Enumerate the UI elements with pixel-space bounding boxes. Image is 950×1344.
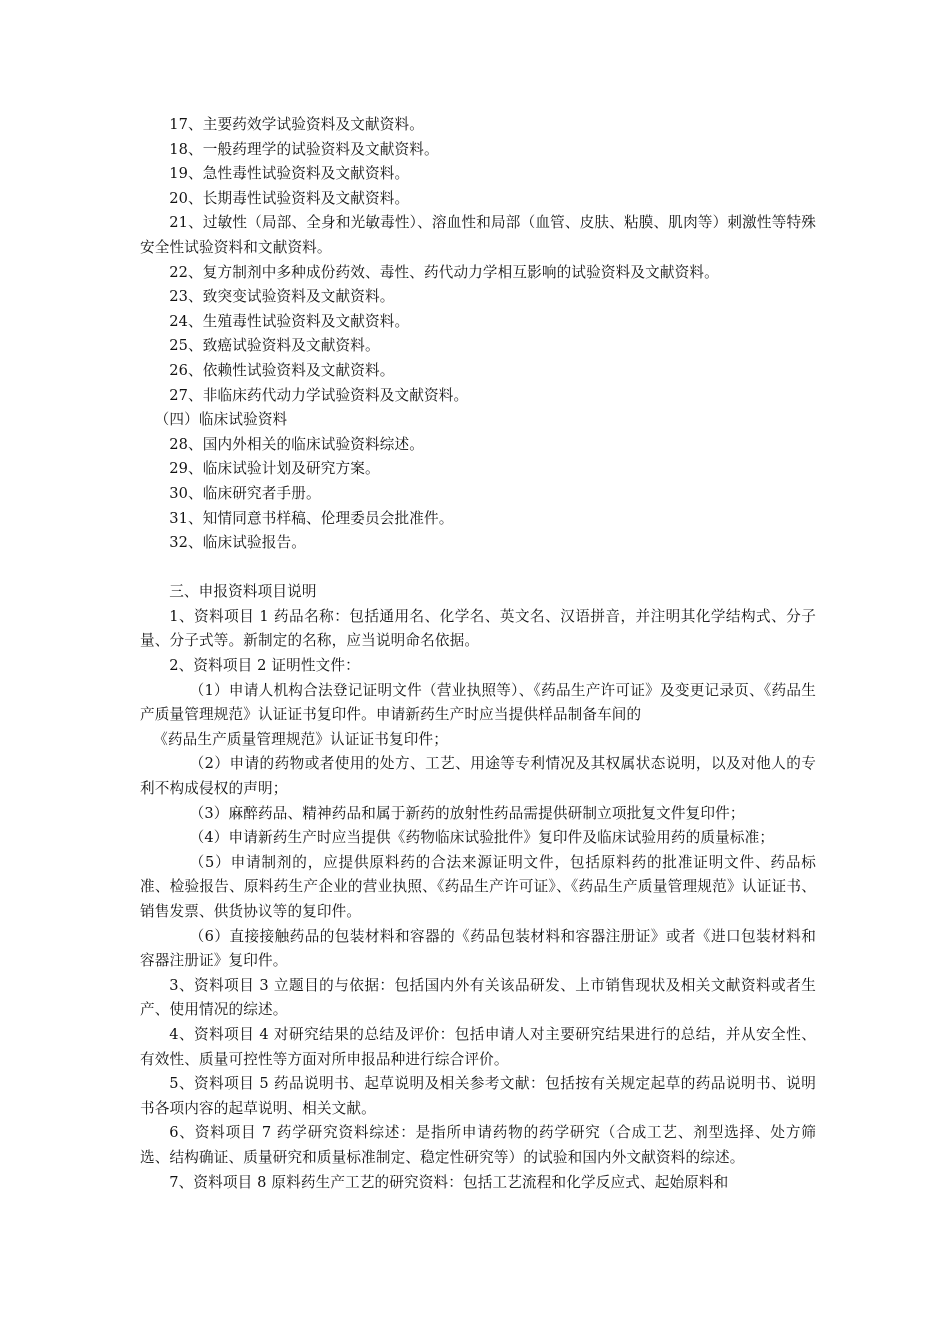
document-page (140, 113, 816, 1195)
section-heading-clinical: （四）临床试验资料 (154, 411, 288, 429)
paragraph-desc-2-3: （3）麻醉药品、精神药品和属于新药的放射性药品需提供研制立项批复文件复印件； (189, 804, 745, 822)
paragraph-desc-2: 2、资料项目 2 证明性文件： (169, 657, 360, 675)
list-item: 24、生殖毒性试验资料及文献资料。 (169, 312, 410, 330)
blank-line (140, 556, 816, 581)
list-item: 17、主要药效学试验资料及文献资料。 (169, 116, 424, 133)
paragraph-desc-5: 5、资料项目 5 药品说明书、起草说明及相关参考文献：包括按有关规定起草的药品说明书、说明书各项内容的起草说明、相关文献。 (140, 1075, 816, 1117)
list-item: 18、一般药理学的试验资料及文献资料。 (169, 140, 439, 158)
paragraph-desc-6: 6、资料项目 7 药学研究资料综述：是指所申请药物的药学研究（合成工艺、剂型选择、处方筛选、结构确证、质量研究和质量标准制定、稳定性研究等）的试验和国内外文献资料的综述。 (140, 1124, 816, 1166)
paragraph-desc-4: 4、资料项目 4 对研究结果的总结及评价：包括申请人对主要研究结果进行的总结，并从安全性、有效性、质量可控性等方面对所申报品种进行综合评价。 (140, 1025, 816, 1068)
list-item: 23、致突变试验资料及文献资料。 (169, 288, 395, 306)
list-item: 29、临床试验计划及研究方案。 (169, 460, 380, 478)
list-item: 27、非临床药代动力学试验资料及文献资料。 (169, 386, 469, 404)
paragraph-desc-7: 7、资料项目 8 原料药生产工艺的研究资料：包括工艺流程和化学反应式、起始原料和 (169, 1173, 729, 1191)
list-item: 19、急性毒性试验资料及文献资料。 (169, 165, 410, 183)
paragraph-desc-2-6: （6）直接接触药品的包装材料和容器的《药品包装材料和容器注册证》或者《进口包装材料和容器注册证》复印件。 (140, 927, 816, 970)
paragraph-desc-2-2: （2）申请的药物或者使用的处方、工艺、用途等专利情况及其权属状态说明，以及对他人的专利不构成侵权的声明； (140, 755, 816, 798)
list-item: 30、临床研究者手册。 (169, 484, 321, 502)
list-item: 32、临床试验报告。 (169, 534, 307, 552)
section-heading-three: 三、申报资料项目说明 (169, 583, 317, 601)
paragraph-desc-1: 1、资料项目 1 药品名称：包括通用名、化学名、英文名、汉语拼音，并注明其化学结构式、分子量、分子式等。新制定的名称，应当说明命名依据。 (140, 607, 816, 650)
list-item: 31、知情同意书样稿、伦理委员会批准件。 (169, 509, 454, 527)
list-item: 21、过敏性（局部、全身和光敏毒性）、溶血性和局部（血管、皮肤、粘膜、肌肉等）刺激性等特殊安全性试验资料和文献资料。 (140, 214, 816, 256)
list-item: 25、致癌试验资料及文献资料。 (169, 337, 380, 355)
list-item: 20、长期毒性试验资料及文献资料。 (169, 189, 410, 207)
list-item: 26、依赖性试验资料及文献资料。 (169, 361, 395, 379)
paragraph-desc-2-1-cont: 《药品生产质量管理规范》认证证书复印件； (153, 730, 449, 748)
paragraph-desc-2-1: （1）申请人机构合法登记证明文件（营业执照等）、《药品生产许可证》及变更记录页、《药品生产质量管理规范》认证证书复印件。申请新药生产时应当提供样品制备车间的 (140, 681, 816, 724)
paragraph-desc-3: 3、资料项目 3 立题目的与依据：包括国内外有关该品研发、上市销售现状及相关文献资料或者生产、使用情况的综述。 (140, 976, 816, 1019)
paragraph-desc-2-4: （4）申请新药生产时应当提供《药物临床试验批件》复印件及临床试验用药的质量标准； (189, 829, 775, 847)
paragraph-desc-2-5: （5）申请制剂的，应提供原料药的合法来源证明文件，包括原料药的批准证明文件、药品标准、检验报告、原料药生产企业的营业执照、《药品生产许可证》、《药品生产质量管理规范》认证证书、销售发票、供货协议等的复印件。 (140, 853, 816, 920)
list-item: 28、国内外相关的临床试验资料综述。 (169, 435, 424, 453)
list-item: 22、复方制剂中多种成份药效、毒性、药代动力学相互影响的试验资料及文献资料。 (169, 263, 719, 281)
